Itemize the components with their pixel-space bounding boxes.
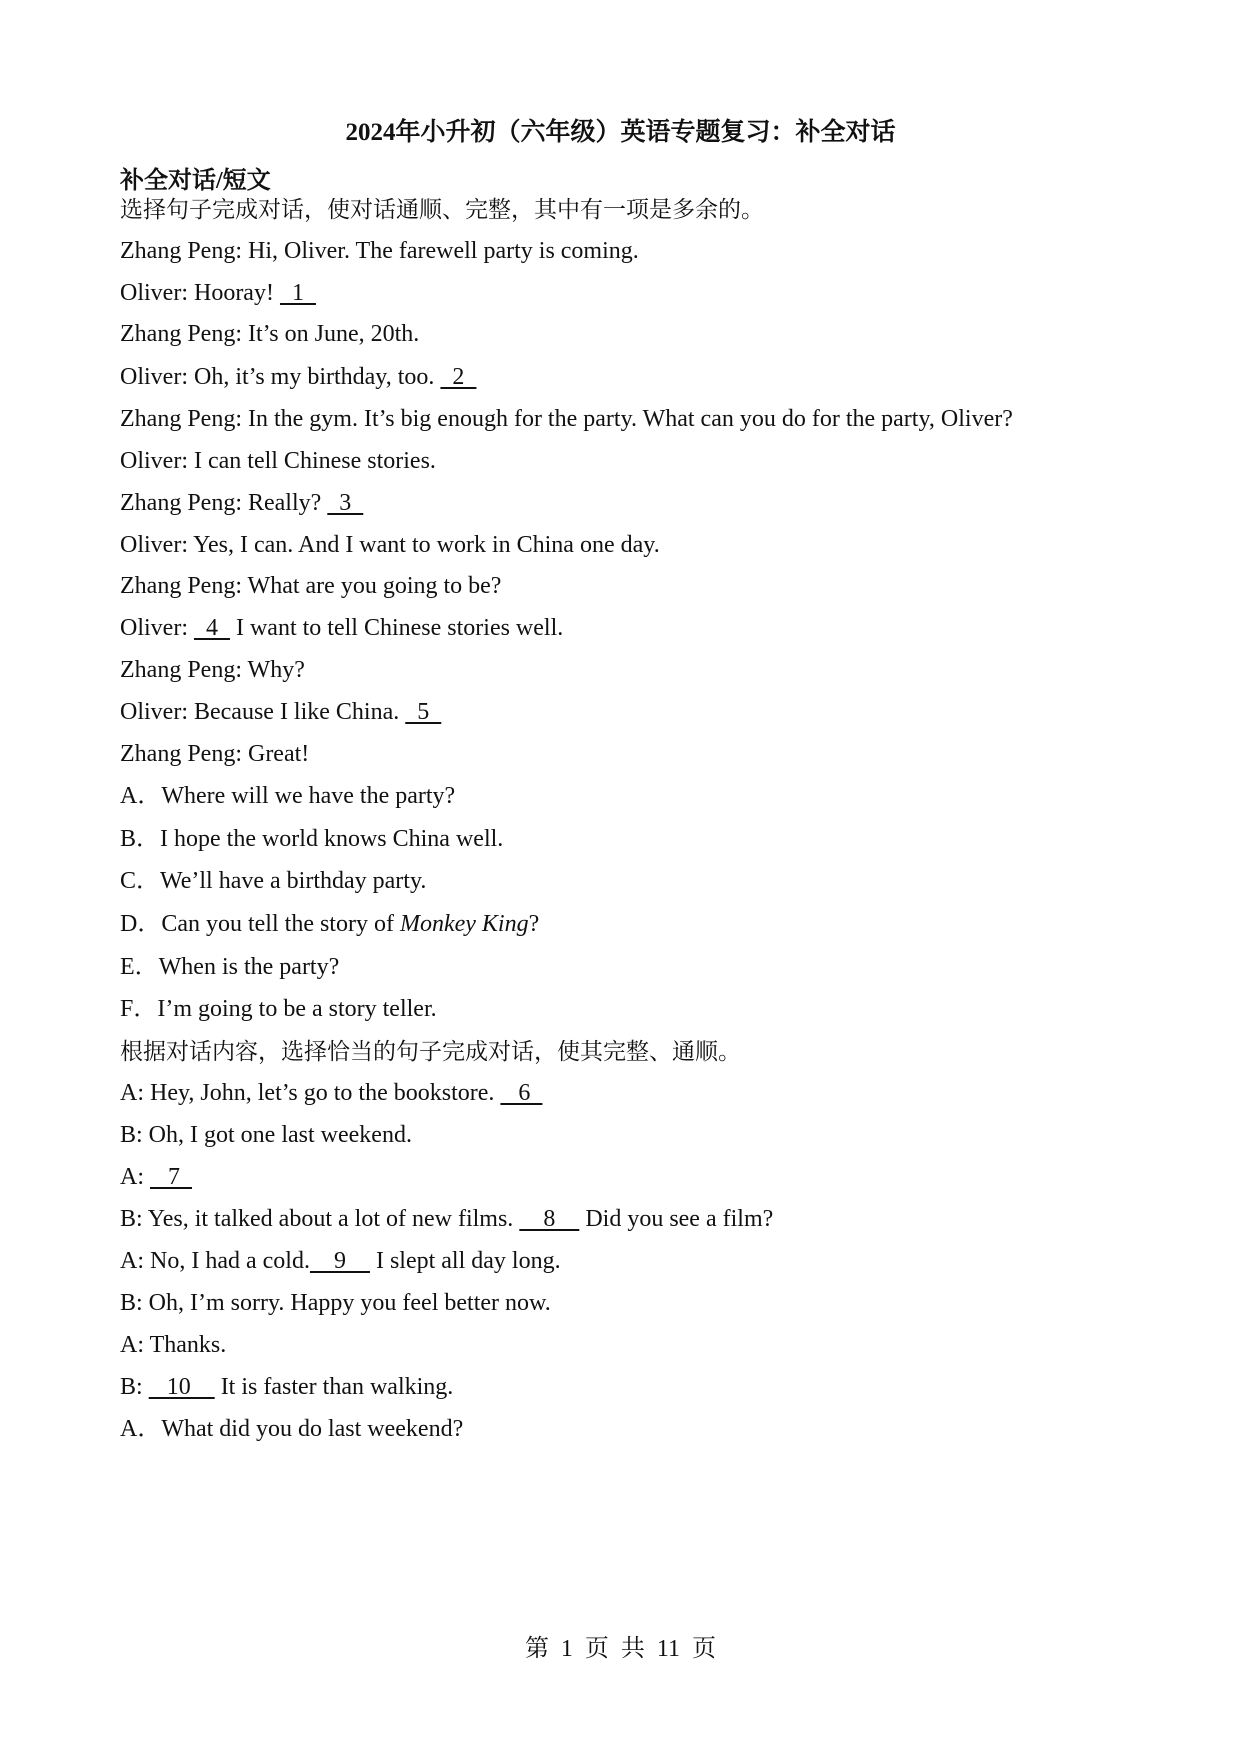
blank-3: 3 bbox=[327, 490, 364, 516]
blank-8: 8 bbox=[519, 1206, 580, 1232]
blank-6: 6 bbox=[500, 1080, 543, 1106]
page-title: 2024年小升初（六年级）英语专题复习：补全对话 bbox=[345, 119, 896, 146]
instruction-part1: 选择句子完成对话，使对话通顺、完整，其中有一项是多余的。 bbox=[120, 197, 764, 223]
instruction-part2: 根据对话内容，选择恰当的句子完成对话，使其完整、通顺。 bbox=[120, 1039, 741, 1065]
dialogue-line: B: Oh, I’m sorry. Happy you feel better now. bbox=[120, 1290, 551, 1316]
dialogue-line: B: Oh, I got one last weekend. bbox=[120, 1122, 412, 1148]
dialogue-line bbox=[120, 613, 563, 643]
section-heading: 补全对话/短文 bbox=[120, 168, 271, 194]
line-text: Oliver: Oh, it’s my birthday, too. bbox=[120, 364, 441, 390]
dialogue-line bbox=[120, 362, 476, 392]
dialogue-line bbox=[120, 278, 316, 308]
dialogue-line bbox=[120, 488, 363, 518]
line-text: B: bbox=[120, 1374, 149, 1400]
line-text: I want to tell Chinese stories well. bbox=[229, 615, 564, 641]
dialogue-line: Zhang Peng: Hi, Oliver. The farewell party is coming. bbox=[120, 238, 639, 264]
dialogue-line: Zhang Peng: In the gym. It’s big enough for the party. What can you do for the party, Oliver? bbox=[120, 406, 1013, 432]
option-b: B．I hope the world knows China well. bbox=[120, 826, 504, 852]
italic-title: Monkey King bbox=[399, 911, 529, 937]
line-text: A: Hey, John, let’s go to the bookstore. bbox=[120, 1080, 501, 1106]
dialogue-line: Oliver: I can tell Chinese stories. bbox=[120, 448, 436, 474]
dialogue-line bbox=[120, 1162, 192, 1192]
line-text: A: bbox=[120, 1164, 150, 1190]
blank-1: 1 bbox=[279, 280, 316, 306]
line-text: Oliver: Hooray! bbox=[120, 280, 280, 306]
dialogue-line bbox=[120, 697, 441, 727]
option-c: C．We’ll have a birthday party. bbox=[120, 868, 427, 894]
line-text: Oliver: bbox=[120, 615, 194, 641]
dialogue-line bbox=[120, 1078, 542, 1108]
line-text: I slept all day long. bbox=[369, 1248, 561, 1274]
dialogue-line: Oliver: Yes, I can. And I want to work in China one day. bbox=[120, 532, 660, 558]
option-f: F．I’m going to be a story teller. bbox=[120, 996, 437, 1022]
line-text: Did you see a film? bbox=[579, 1206, 774, 1232]
page-footer: 第 1 页 共 11 页 bbox=[524, 1636, 717, 1662]
blank-4: 4 bbox=[193, 615, 230, 641]
dialogue-line: Zhang Peng: What are you going to be? bbox=[120, 573, 502, 599]
dialogue-line: A: Thanks. bbox=[120, 1332, 227, 1358]
option-e: E．When is the party? bbox=[120, 954, 340, 980]
dialogue-line: Zhang Peng: It’s on June, 20th. bbox=[120, 321, 420, 347]
line-text: B: Yes, it talked about a lot of new films. bbox=[120, 1206, 520, 1232]
dialogue-line: Zhang Peng: Why? bbox=[120, 657, 305, 683]
blank-10: 10 bbox=[148, 1374, 215, 1400]
blank-5: 5 bbox=[405, 699, 442, 725]
option-text: ? bbox=[528, 911, 540, 937]
blank-7: 7 bbox=[150, 1164, 192, 1190]
line-text: It is faster than walking. bbox=[214, 1374, 454, 1400]
option-a: A．What did you do last weekend? bbox=[120, 1416, 464, 1442]
line-text: Zhang Peng: Really? bbox=[120, 490, 328, 516]
dialogue-line: Zhang Peng: Great! bbox=[120, 741, 310, 767]
blank-2: 2 bbox=[440, 364, 477, 390]
option-text: D．Can you tell the story of bbox=[120, 911, 400, 937]
option-d bbox=[120, 909, 539, 939]
line-text: A: No, I had a cold. bbox=[120, 1248, 310, 1274]
option-a: A．Where will we have the party? bbox=[120, 783, 456, 809]
line-text: Oliver: Because I like China. bbox=[120, 699, 406, 725]
blank-9: 9 bbox=[309, 1248, 370, 1274]
dialogue-line bbox=[120, 1372, 453, 1402]
dialogue-line bbox=[120, 1204, 773, 1234]
dialogue-line bbox=[120, 1246, 561, 1276]
